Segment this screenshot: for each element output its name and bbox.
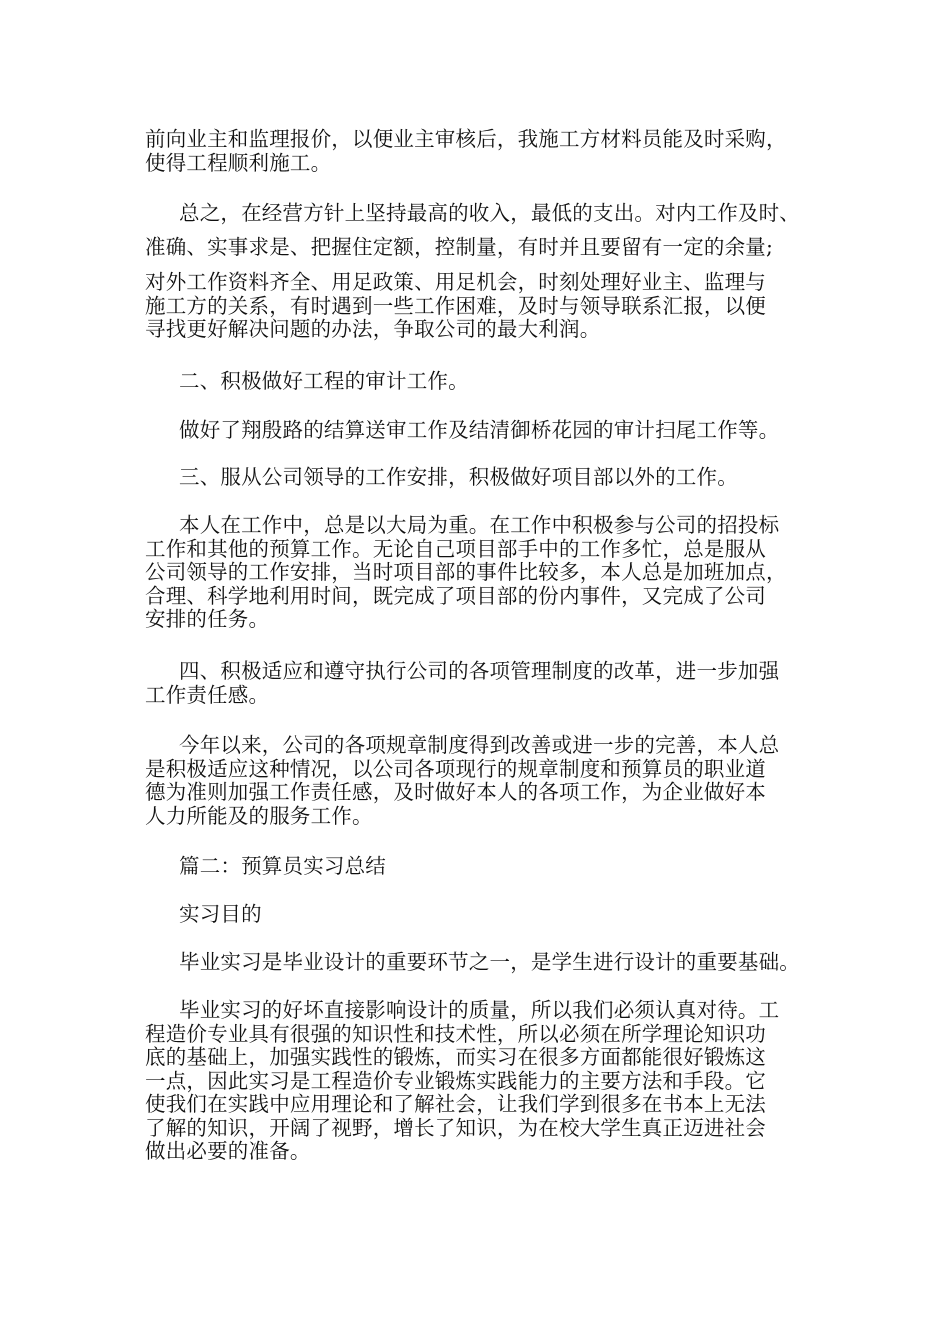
text-line: 总之，在经营方针上坚持最高的收入，最低的支出。对内工作及时、 bbox=[179, 201, 800, 225]
text-line: 毕业实习的好坏直接影响设计的质量，所以我们必须认真对待。工 bbox=[179, 998, 780, 1022]
paragraph-audit-work bbox=[145, 419, 817, 443]
section-heading-obey-leadership bbox=[145, 466, 817, 490]
text-line: 对外工作资料齐全、用足政策、用足机会，时刻处理好业主、监理与 bbox=[145, 270, 766, 294]
text-line: 毕业实习是毕业设计的重要环节之一，是学生进行设计的重要基础。 bbox=[179, 950, 800, 974]
text-line: 做好了翔殷路的结算送审工作及结清御桥花园的审计扫尾工作等。 bbox=[179, 418, 780, 442]
paragraph-internship-importance bbox=[145, 999, 817, 1164]
chapter-heading-internship-summary bbox=[145, 855, 817, 879]
text-line: 二、积极做好工程的审计工作。 bbox=[179, 369, 469, 393]
text-line: 公司领导的工作安排，当时项目部的事件比较多，本人总是加班加点， bbox=[145, 560, 787, 584]
text-line: 寻找更好解决问题的办法，争取公司的最大利润。 bbox=[145, 317, 601, 341]
section-heading-audit bbox=[145, 370, 817, 394]
paragraph-material-purchase bbox=[145, 128, 817, 175]
text-line: 施工方的关系，有时遇到一些工作困难，及时与领导联系汇报，以便 bbox=[145, 293, 766, 318]
text-line: 德为准则加强工作责任感，及时做好本人的各项工作，为企业做好本 bbox=[145, 780, 766, 804]
text-line: 做出必要的准备。 bbox=[145, 1139, 311, 1163]
text-line: 了解的知识，开阔了视野，增长了知识，为在校大学生真正迈进社会 bbox=[145, 1115, 766, 1140]
text-line: 前向业主和监理报价，以便业主审核后，我施工方材料员能及时采购， bbox=[145, 127, 787, 151]
text-line: 是积极适应这种情况，以公司各项现行的规章制度和预算员的职业道 bbox=[145, 756, 766, 781]
paragraph-summary-policy bbox=[145, 202, 817, 226]
text-line: 今年以来，公司的各项规章制度得到改善或进一步的完善，本人总 bbox=[179, 733, 780, 757]
text-line: 三、服从公司领导的工作安排，积极做好项目部以外的工作。 bbox=[179, 465, 738, 489]
text-line: 使我们在实践中应用理论和了解社会，让我们学到很多在书本上无法 bbox=[145, 1092, 766, 1116]
text-line: 本人在工作中，总是以大局为重。在工作中积极参与公司的招投标 bbox=[179, 513, 780, 537]
section-heading-internship-purpose bbox=[145, 903, 817, 927]
text-line: 使得工程顺利施工。 bbox=[145, 150, 332, 175]
text-line: 四、积极适应和遵守执行公司的各项管理制度的改革，进一步加强 bbox=[179, 659, 780, 683]
paragraph-accuracy bbox=[145, 236, 817, 260]
text-line: 工作和其他的预算工作。无论自己项目部手中的工作多忙，总是服从 bbox=[145, 536, 766, 561]
text-line: 篇二：预算员实习总结 bbox=[179, 854, 386, 878]
text-line: 准确、实事求是、把握住定额，控制量，有时并且要留有一定的余量; bbox=[145, 235, 774, 259]
text-line: 实习目的 bbox=[179, 902, 262, 926]
paragraph-responsibility bbox=[145, 734, 817, 828]
text-line: 合理、科学地利用时间，既完成了项目部的份内事件，又完成了公司 bbox=[145, 583, 766, 608]
text-line: 安排的任务。 bbox=[145, 607, 270, 631]
text-line: 人力所能及的服务工作。 bbox=[145, 803, 373, 828]
text-line: 程造价专业具有很强的知识性和技术性，所以必须在所学理论知识功 bbox=[145, 1021, 766, 1046]
section-heading-management-reform bbox=[145, 660, 817, 707]
text-line: 工作责任感。 bbox=[145, 682, 270, 707]
paragraph-external-work bbox=[145, 271, 817, 342]
paragraph-graduation-internship bbox=[145, 951, 817, 975]
text-line: 底的基础上，加强实践性的锻炼，而实习在很多方面都能很好锻炼这 bbox=[145, 1045, 766, 1069]
paragraph-bidding-work bbox=[145, 514, 817, 632]
text-line: 一点，因此实习是工程造价专业锻炼实践能力的主要方法和手段。它 bbox=[145, 1068, 766, 1093]
